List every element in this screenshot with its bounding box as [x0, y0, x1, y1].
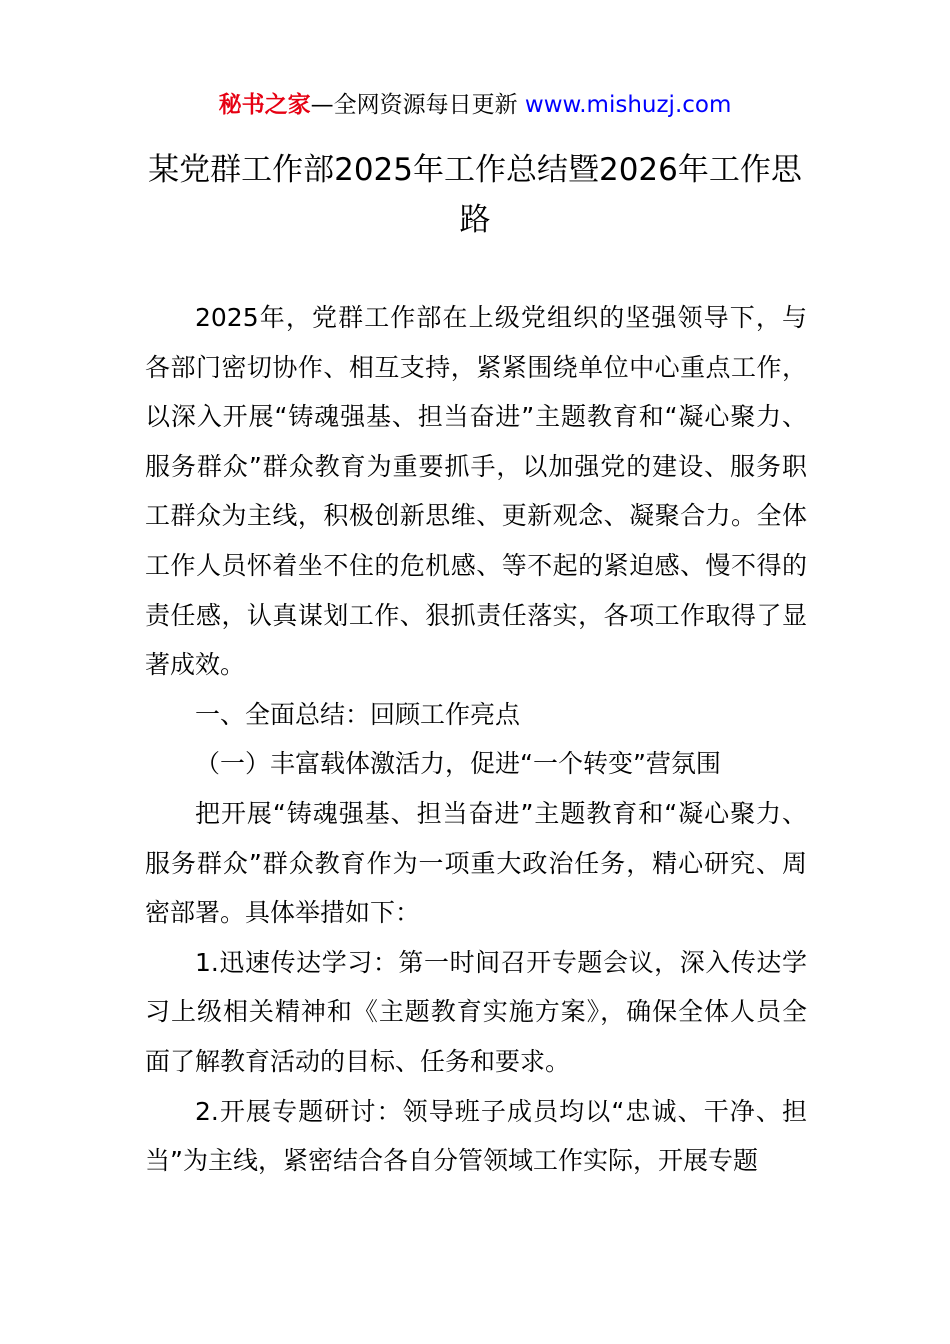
- site-header: [0, 88, 950, 122]
- site-url-link[interactable]: www.mishuzj.com: [524, 92, 732, 118]
- section-heading-1: 一、全面总结：回顾工作亮点: [195, 699, 521, 729]
- paragraph-intro: 2025年，党群工作部在上级党组织的坚强领导下，与各部门密切协作、相互支持，紧紧围绕单位中心重点工作，以深入开展“铸魂强基、担当奋进”主题教育和“凝心聚力、服务群众”群众教育为重要抓手，以加强党的建设、服务职工群众为主线，积极创新思维、更新观念、凝聚合力。全体工作人员怀着坐不住的危机感、等不起的紧迫感、慢不得的责任感，认真谋划工作、狠抓责任落实，各项工作取得了显著成效。: [145, 303, 807, 680]
- document-body: [145, 293, 807, 1186]
- paragraph-measures: 把开展“铸魂强基、担当奋进”主题教育和“凝心聚力、服务群众”群众教育作为一项重大政治任务，精心研究、周密部署。具体举措如下：: [145, 798, 807, 928]
- document-title: 某党群工作部2025年工作总结暨2026年工作思路: [148, 152, 802, 238]
- site-brand: 秘书之家: [218, 92, 311, 118]
- paragraph-item-1: 1.迅速传达学习：第一时间召开专题会议，深入传达学习上级相关精神和《主题教育实施方案》，确保全体人员全面了解教育活动的目标、任务和要求。: [145, 947, 807, 1076]
- subsection-heading-1: （一）丰富载体激活力，促进“一个转变”营氛围: [195, 749, 721, 779]
- paragraph-item-2: 2.开展专题研讨：领导班子成员均以“忠诚、干净、担当”为主线，紧密结合各自分管领域工作实际，开展专题: [145, 1096, 807, 1176]
- site-tagline: —全网资源每日更新: [310, 92, 525, 118]
